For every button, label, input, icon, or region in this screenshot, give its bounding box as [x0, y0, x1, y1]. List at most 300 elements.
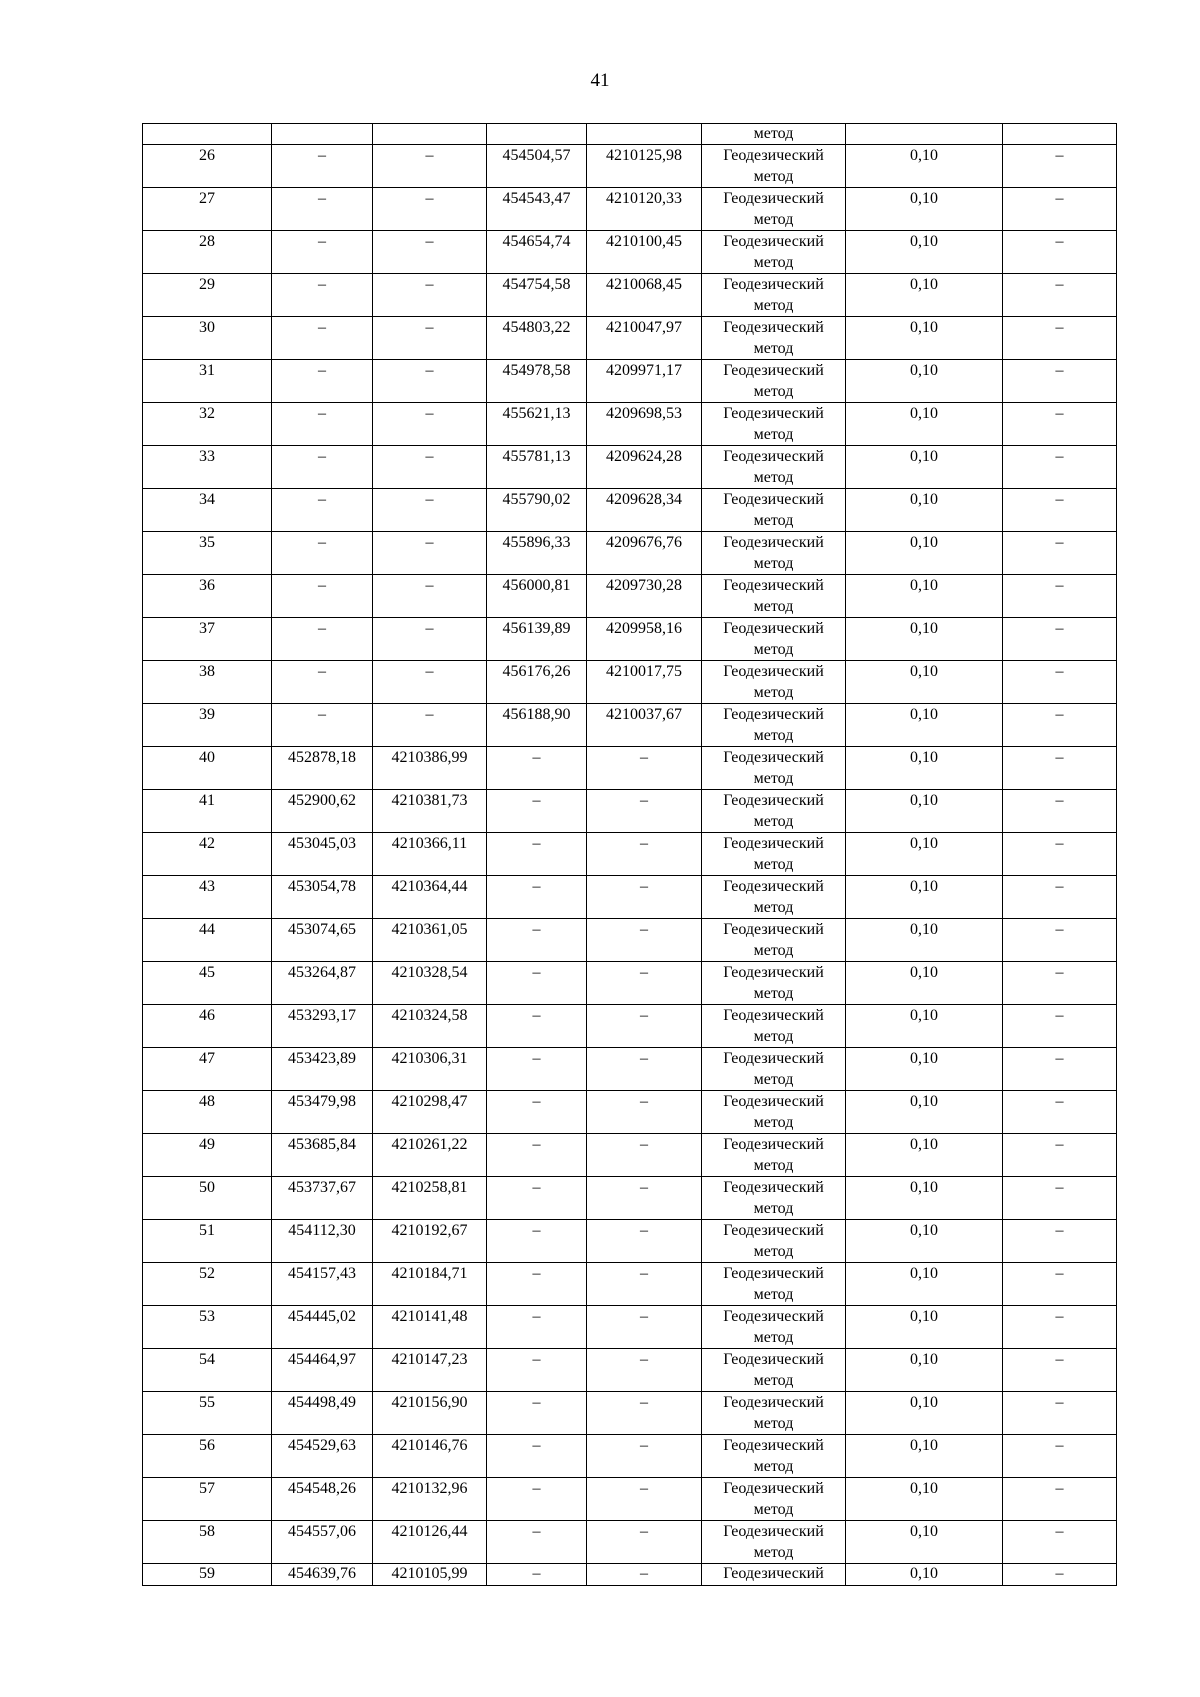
cell-y-new: – — [587, 833, 702, 876]
cell-description: – — [1003, 274, 1117, 317]
cell-x-existing: – — [272, 704, 373, 747]
method-line-2: метод — [753, 641, 794, 658]
cell-accuracy: 0,10 — [846, 919, 1003, 962]
cell-x-existing: – — [272, 317, 373, 360]
cell-accuracy: 0,10 — [846, 532, 1003, 575]
cell-description: – — [1003, 747, 1117, 790]
cell-accuracy: 0,10 — [846, 747, 1003, 790]
cell-accuracy: 0,10 — [846, 1349, 1003, 1392]
cell-accuracy: 0,10 — [846, 1306, 1003, 1349]
cell-x-new: – — [487, 1521, 587, 1564]
cell-description: – — [1003, 317, 1117, 360]
cell-x-new: – — [487, 1392, 587, 1435]
table-row — [143, 1263, 1117, 1306]
table-row — [143, 1134, 1117, 1177]
cell-y-new: 4210047,97 — [587, 317, 702, 360]
method-line-1: Геодезический — [723, 749, 824, 766]
cell-point-number: 52 — [143, 1263, 272, 1306]
cell-method — [702, 231, 846, 274]
cell-x-new: – — [487, 1349, 587, 1392]
cell-x-new: – — [487, 833, 587, 876]
cell-y-new: 4210120,33 — [587, 188, 702, 231]
table-row — [143, 661, 1117, 704]
table-row — [143, 876, 1117, 919]
cell-method — [702, 532, 846, 575]
cell-method — [702, 704, 846, 747]
cell-x-existing: – — [272, 661, 373, 704]
cell-x-new: – — [487, 1177, 587, 1220]
cell-y-existing: 4210184,71 — [373, 1263, 487, 1306]
cell-description: – — [1003, 575, 1117, 618]
cell-point-number: 32 — [143, 403, 272, 446]
cell-method — [702, 188, 846, 231]
cell-point-number: 42 — [143, 833, 272, 876]
cell-point-number: 31 — [143, 360, 272, 403]
cell-description: – — [1003, 403, 1117, 446]
cell-accuracy: 0,10 — [846, 1091, 1003, 1134]
cell-accuracy: 0,10 — [846, 403, 1003, 446]
cell-method — [702, 575, 846, 618]
table-row — [143, 145, 1117, 188]
cell-point-number: 36 — [143, 575, 272, 618]
cell-y-new: – — [587, 1048, 702, 1091]
cell-accuracy: 0,10 — [846, 704, 1003, 747]
table-row — [143, 1478, 1117, 1521]
method-line-1: Геодезический — [723, 1308, 824, 1325]
method-line-1: Геодезический — [723, 1050, 824, 1067]
cell-x-existing: 453479,98 — [272, 1091, 373, 1134]
cell-y-new: – — [587, 1263, 702, 1306]
cell-x-existing: 453423,89 — [272, 1048, 373, 1091]
cell-description: – — [1003, 1220, 1117, 1263]
cell-y-new: 4210017,75 — [587, 661, 702, 704]
method-line-1: Геодезический — [723, 792, 824, 809]
cell-x-existing: – — [272, 618, 373, 661]
cell-x-new: – — [487, 1005, 587, 1048]
cell-method — [702, 1005, 846, 1048]
cell-x-new: – — [487, 1048, 587, 1091]
method-line-2: метод — [753, 1415, 794, 1432]
cell-y-new: – — [587, 876, 702, 919]
method-line-1: Геодезический — [723, 921, 824, 938]
cell-accuracy: 0,10 — [846, 489, 1003, 532]
cell-y-existing: 4210192,67 — [373, 1220, 487, 1263]
cell-x-existing: 453045,03 — [272, 833, 373, 876]
cell-x-new: 454754,58 — [487, 274, 587, 317]
cell-description: – — [1003, 876, 1117, 919]
method-line-2: метод — [753, 1286, 794, 1303]
method-line-1: Геодезический — [723, 1480, 824, 1497]
method-line-2: метод — [753, 1243, 794, 1260]
cell-x-new: 455896,33 — [487, 532, 587, 575]
cell-point-number: 51 — [143, 1220, 272, 1263]
cell-method — [702, 1177, 846, 1220]
cell-y-existing: – — [373, 231, 487, 274]
cell-accuracy: 0,10 — [846, 1435, 1003, 1478]
method-line-2: метод — [753, 770, 794, 787]
coordinates-table — [142, 123, 1117, 1586]
cell-y-new: – — [587, 962, 702, 1005]
cell-point-number: 40 — [143, 747, 272, 790]
cell-point-number: 39 — [143, 704, 272, 747]
method-line-2: метод — [753, 1372, 794, 1389]
cell-y-new: 4209628,34 — [587, 489, 702, 532]
cell-accuracy: 0,10 — [846, 833, 1003, 876]
table-row — [143, 489, 1117, 532]
cell-x-new: 454803,22 — [487, 317, 587, 360]
method-line-2: метод — [753, 340, 794, 357]
cell-point-number: 59 — [143, 1564, 272, 1586]
cell-y-existing: – — [373, 188, 487, 231]
cell-y-existing: 4210386,99 — [373, 747, 487, 790]
cell-description: – — [1003, 1306, 1117, 1349]
cell-y-new: – — [587, 747, 702, 790]
method-line-1: Геодезический — [723, 362, 824, 379]
cell-accuracy: 0,10 — [846, 317, 1003, 360]
cell-method — [702, 274, 846, 317]
cell-description: – — [1003, 231, 1117, 274]
table-row — [143, 1521, 1117, 1564]
cell-accuracy: 0,10 — [846, 790, 1003, 833]
cell-y-new: 4210037,67 — [587, 704, 702, 747]
table-row — [143, 274, 1117, 317]
method-line-2: метод — [753, 1157, 794, 1174]
cell-y-new: 4209730,28 — [587, 575, 702, 618]
method-line-1: Геодезический — [723, 534, 824, 551]
table-cell — [272, 124, 373, 145]
cell-x-existing: 454529,63 — [272, 1435, 373, 1478]
cell-accuracy: 0,10 — [846, 618, 1003, 661]
cell-x-existing: 452878,18 — [272, 747, 373, 790]
cell-x-existing: 454498,49 — [272, 1392, 373, 1435]
table-row — [143, 1220, 1117, 1263]
cell-method — [702, 962, 846, 1005]
cell-y-new: – — [587, 1435, 702, 1478]
cell-x-new: 455781,13 — [487, 446, 587, 489]
page-number: 41 — [590, 70, 610, 91]
method-line-2: метод — [753, 856, 794, 873]
method-line-1: Геодезический — [723, 1222, 824, 1239]
cell-x-new: – — [487, 1478, 587, 1521]
cell-x-existing: – — [272, 532, 373, 575]
cell-y-existing: 4210364,44 — [373, 876, 487, 919]
cell-method — [702, 1392, 846, 1435]
cell-y-new: – — [587, 1392, 702, 1435]
cell-description: – — [1003, 1521, 1117, 1564]
cell-y-new: – — [587, 1349, 702, 1392]
cell-accuracy: 0,10 — [846, 1005, 1003, 1048]
table-row — [143, 1005, 1117, 1048]
cell-y-existing: 4210156,90 — [373, 1392, 487, 1435]
cell-method — [702, 747, 846, 790]
cell-y-new: 4210068,45 — [587, 274, 702, 317]
cell-y-new: 4209698,53 — [587, 403, 702, 446]
table-row — [143, 1435, 1117, 1478]
method-line-1: Геодезический — [723, 878, 824, 895]
table-row — [143, 188, 1117, 231]
table-row — [143, 1306, 1117, 1349]
cell-point-number: 44 — [143, 919, 272, 962]
table-row — [143, 575, 1117, 618]
cell-y-existing: – — [373, 489, 487, 532]
cell-point-number: 46 — [143, 1005, 272, 1048]
cell-x-existing: 454557,06 — [272, 1521, 373, 1564]
cell-accuracy: 0,10 — [846, 1220, 1003, 1263]
method-line-1: Геодезический — [723, 448, 824, 465]
cell-y-new: – — [587, 1521, 702, 1564]
cell-point-number: 53 — [143, 1306, 272, 1349]
cell-x-new: – — [487, 1435, 587, 1478]
method-line-1: Геодезический — [723, 577, 824, 594]
cell-description: – — [1003, 1349, 1117, 1392]
cell-point-number: 37 — [143, 618, 272, 661]
cell-accuracy: 0,10 — [846, 231, 1003, 274]
cell-x-new: – — [487, 1306, 587, 1349]
cell-point-number: 48 — [143, 1091, 272, 1134]
cell-accuracy: 0,10 — [846, 661, 1003, 704]
table-row — [143, 1392, 1117, 1435]
cell-description: – — [1003, 1392, 1117, 1435]
method-line-1: Геодезический — [723, 663, 824, 680]
cell-description: – — [1003, 962, 1117, 1005]
table-row — [143, 962, 1117, 1005]
cell-method: Геодезический — [702, 1564, 846, 1586]
method-line-1: Геодезический — [723, 1394, 824, 1411]
method-line-2: метод — [753, 985, 794, 1002]
cell-description: – — [1003, 833, 1117, 876]
cell-x-existing: – — [272, 360, 373, 403]
cell-x-existing: – — [272, 231, 373, 274]
cell-y-existing: 4210258,81 — [373, 1177, 487, 1220]
cell-x-existing: – — [272, 403, 373, 446]
table-cell — [1003, 124, 1117, 145]
cell-x-new: 455790,02 — [487, 489, 587, 532]
cell-method — [702, 833, 846, 876]
cell-x-new: 455621,13 — [487, 403, 587, 446]
cell-accuracy: 0,10 — [846, 1392, 1003, 1435]
table-cell-method: метод — [702, 124, 846, 145]
cell-method — [702, 876, 846, 919]
cell-x-existing: – — [272, 446, 373, 489]
cell-point-number: 43 — [143, 876, 272, 919]
method-line-2: метод — [753, 1458, 794, 1475]
cell-x-new: 456139,89 — [487, 618, 587, 661]
cell-method — [702, 1263, 846, 1306]
cell-y-existing: 4210146,76 — [373, 1435, 487, 1478]
cell-description: – — [1003, 661, 1117, 704]
cell-x-new: – — [487, 1091, 587, 1134]
cell-y-existing: – — [373, 360, 487, 403]
cell-description: – — [1003, 188, 1117, 231]
method-line-2: метод — [753, 555, 794, 572]
cell-x-new: – — [487, 1220, 587, 1263]
cell-y-existing: – — [373, 317, 487, 360]
cell-method — [702, 1435, 846, 1478]
cell-x-new: 454504,57 — [487, 145, 587, 188]
cell-x-new: – — [487, 790, 587, 833]
cell-method — [702, 661, 846, 704]
cell-y-existing: 4210132,96 — [373, 1478, 487, 1521]
cell-x-new: 456176,26 — [487, 661, 587, 704]
cell-point-number: 35 — [143, 532, 272, 575]
method-line-1: Геодезический — [723, 1007, 824, 1024]
cell-accuracy: 0,10 — [846, 1263, 1003, 1306]
method-line-1: Геодезический — [723, 1179, 824, 1196]
cell-y-new: 4209971,17 — [587, 360, 702, 403]
cell-description: – — [1003, 532, 1117, 575]
cell-x-existing: 454112,30 — [272, 1220, 373, 1263]
method-line-2: метод — [753, 727, 794, 744]
table-row — [143, 704, 1117, 747]
cell-x-existing: 454464,97 — [272, 1349, 373, 1392]
method-line-1: Геодезический — [723, 706, 824, 723]
cell-x-new: – — [487, 1134, 587, 1177]
method-line-1: Геодезический — [723, 1093, 824, 1110]
table-row — [143, 790, 1117, 833]
table-cell — [587, 124, 702, 145]
cell-y-existing: – — [373, 704, 487, 747]
cell-description: – — [1003, 1005, 1117, 1048]
table-row — [143, 919, 1117, 962]
cell-point-number: 56 — [143, 1435, 272, 1478]
cell-point-number: 50 — [143, 1177, 272, 1220]
cell-method — [702, 489, 846, 532]
cell-y-new: – — [587, 1564, 702, 1586]
method-line-2: метод — [753, 684, 794, 701]
cell-x-existing: – — [272, 575, 373, 618]
cell-description: – — [1003, 489, 1117, 532]
table-cell — [373, 124, 487, 145]
table-row — [143, 317, 1117, 360]
cell-point-number: 45 — [143, 962, 272, 1005]
table-cell — [143, 124, 272, 145]
cell-x-new: – — [487, 919, 587, 962]
cell-method — [702, 1478, 846, 1521]
cell-description: – — [1003, 618, 1117, 661]
cell-description: – — [1003, 1435, 1117, 1478]
cell-y-new: – — [587, 1177, 702, 1220]
cell-y-new: – — [587, 790, 702, 833]
cell-y-existing: 4210141,48 — [373, 1306, 487, 1349]
cell-point-number: 55 — [143, 1392, 272, 1435]
method-line-2: метод — [753, 383, 794, 400]
cell-y-new: 4210125,98 — [587, 145, 702, 188]
cell-x-new: 454543,47 — [487, 188, 587, 231]
cell-x-existing: 453264,87 — [272, 962, 373, 1005]
method-line-1: Геодезический — [723, 1437, 824, 1454]
cell-x-existing: – — [272, 188, 373, 231]
cell-x-existing: 453737,67 — [272, 1177, 373, 1220]
cell-y-existing: 4210381,73 — [373, 790, 487, 833]
cell-method — [702, 1521, 846, 1564]
cell-method — [702, 1091, 846, 1134]
table-row — [143, 403, 1117, 446]
method-line-1: Геодезический — [723, 1523, 824, 1540]
cell-accuracy: 0,10 — [846, 962, 1003, 1005]
table-cell — [487, 124, 587, 145]
cell-y-existing: 4210361,05 — [373, 919, 487, 962]
cell-x-existing: 453293,17 — [272, 1005, 373, 1048]
cell-x-new: 456188,90 — [487, 704, 587, 747]
cell-y-existing: – — [373, 145, 487, 188]
cell-x-new: 456000,81 — [487, 575, 587, 618]
cell-y-existing: – — [373, 403, 487, 446]
cell-x-existing: 452900,62 — [272, 790, 373, 833]
method-line-2: метод — [753, 426, 794, 443]
cell-y-new: – — [587, 1478, 702, 1521]
cell-x-existing: – — [272, 145, 373, 188]
cell-y-existing: – — [373, 661, 487, 704]
cell-y-new: – — [587, 1220, 702, 1263]
method-line-2: метод — [753, 211, 794, 228]
cell-method — [702, 1306, 846, 1349]
cell-y-existing: 4210105,99 — [373, 1564, 487, 1586]
cell-method — [702, 145, 846, 188]
cell-y-existing: – — [373, 618, 487, 661]
cell-description: – — [1003, 1091, 1117, 1134]
method-line-2: метод — [753, 942, 794, 959]
method-line-2: метод — [753, 1114, 794, 1131]
cell-y-existing: 4210306,31 — [373, 1048, 487, 1091]
method-line-2: метод — [753, 254, 794, 271]
method-line-1: Геодезический — [723, 964, 824, 981]
cell-accuracy: 0,10 — [846, 1134, 1003, 1177]
table-row — [143, 1177, 1117, 1220]
cell-point-number: 29 — [143, 274, 272, 317]
cell-description: – — [1003, 1478, 1117, 1521]
method-line-2: метод — [753, 899, 794, 916]
method-line-2: метод — [753, 168, 794, 185]
table-row-last — [143, 1564, 1117, 1586]
cell-x-existing: 453054,78 — [272, 876, 373, 919]
cell-method — [702, 446, 846, 489]
cell-x-existing: 454445,02 — [272, 1306, 373, 1349]
cell-point-number: 30 — [143, 317, 272, 360]
method-line-1: Геодезический — [723, 620, 824, 637]
cell-point-number: 28 — [143, 231, 272, 274]
table-row-continued — [143, 124, 1117, 145]
cell-point-number: 38 — [143, 661, 272, 704]
cell-y-existing: – — [373, 575, 487, 618]
cell-x-existing: – — [272, 489, 373, 532]
method-line-2: метод — [753, 297, 794, 314]
cell-x-existing: 454157,43 — [272, 1263, 373, 1306]
cell-description: – — [1003, 1134, 1117, 1177]
method-line-1: Геодезический — [723, 1136, 824, 1153]
cell-y-new: 4209624,28 — [587, 446, 702, 489]
cell-y-new: 4209676,76 — [587, 532, 702, 575]
table-row — [143, 446, 1117, 489]
cell-point-number: 33 — [143, 446, 272, 489]
cell-y-new: 4210100,45 — [587, 231, 702, 274]
cell-description: – — [1003, 446, 1117, 489]
cell-method — [702, 317, 846, 360]
cell-accuracy: 0,10 — [846, 1564, 1003, 1586]
method-line-2: метод — [753, 1200, 794, 1217]
cell-description: – — [1003, 1048, 1117, 1091]
cell-description: – — [1003, 790, 1117, 833]
method-line-2: метод — [753, 1329, 794, 1346]
cell-accuracy: 0,10 — [846, 145, 1003, 188]
cell-point-number: 27 — [143, 188, 272, 231]
method-line-2: метод — [753, 1501, 794, 1518]
cell-y-existing: – — [373, 274, 487, 317]
table-row — [143, 360, 1117, 403]
method-line-2: метод — [753, 598, 794, 615]
cell-method — [702, 360, 846, 403]
cell-point-number: 58 — [143, 1521, 272, 1564]
table-row — [143, 833, 1117, 876]
